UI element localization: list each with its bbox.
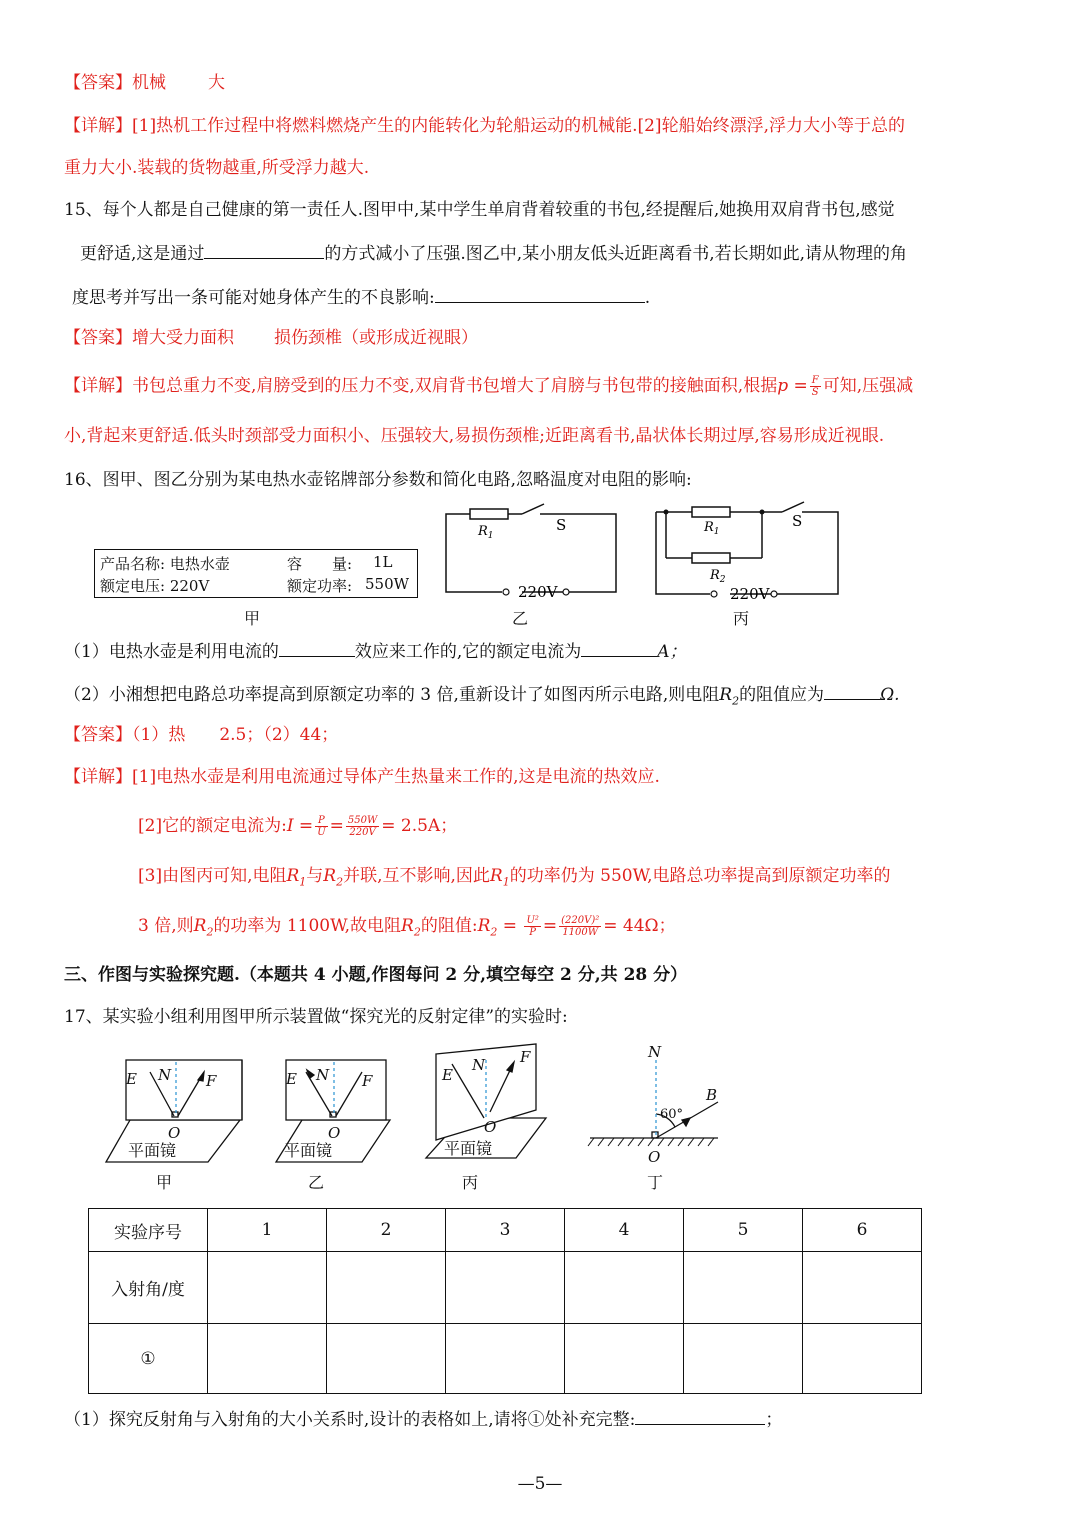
answer-text: （1）热 2.5；（2）44；: [132, 725, 339, 745]
voltage-label: 220V: [730, 585, 770, 603]
q15-text: .: [644, 288, 651, 308]
q16-text: A；: [657, 642, 687, 662]
q17-text: ；: [765, 1410, 783, 1430]
answer-1: 机械: [132, 73, 166, 93]
frac-num: P: [315, 815, 327, 827]
answer-tag: 【答案】: [64, 725, 132, 745]
q17-stem: 17、某实验小组利用图甲所示装置做“探究光的反射定律”的实验时:: [64, 1007, 568, 1027]
table-row: [89, 1209, 922, 1252]
table-cell[interactable]: [565, 1324, 684, 1394]
table-row: [89, 1324, 922, 1394]
label-o: O: [168, 1124, 181, 1142]
answer-tag: 【答案】: [64, 328, 132, 348]
table-header-cell: ①: [89, 1324, 208, 1394]
answer-1: 增大受力面积: [132, 328, 234, 348]
label-f: F: [520, 1048, 531, 1066]
q16-stem: 16、图甲、图乙分别为某电热水壶铭牌部分参数和简化电路,忽略温度对电阻的影响:: [64, 470, 692, 490]
q16-text: 效应来工作的,它的额定电流为: [354, 642, 582, 662]
q15-detail-line1: [64, 374, 913, 398]
resistor-r1: [692, 507, 730, 517]
frac-num: 550W: [347, 815, 378, 826]
formula-fraction: [810, 375, 821, 398]
mirror-label: 平面镜: [444, 1139, 493, 1158]
label-n: N: [316, 1066, 330, 1084]
frac-den: U: [317, 827, 326, 838]
r2-symbol: $R_2$: [323, 866, 344, 889]
detail-tag: 【详解】: [64, 116, 132, 136]
table-cell[interactable]: [446, 1324, 565, 1394]
r2-label: $R_2$: [710, 568, 726, 585]
table-cell[interactable]: [565, 1252, 684, 1324]
switch-s: [782, 502, 804, 512]
label-o: O: [328, 1124, 341, 1142]
screen-board-yi: [286, 1060, 386, 1120]
table-header-cell: 入射角/度: [89, 1252, 208, 1324]
detail-text: [2]它的额定电流为:: [138, 816, 287, 836]
figure-label-jia: 甲: [244, 609, 261, 628]
q16-detail-3: [138, 864, 891, 894]
table-cell: 3: [446, 1209, 565, 1252]
frac-den: 1100W: [562, 927, 599, 938]
table-cell: 1: [208, 1209, 327, 1252]
q15-stem-line1: 15、每个人都是自己健康的第一责任人.图甲中,某中学生单肩背着较重的书包,经提醒后,她换用双肩背书包,感觉: [64, 200, 895, 220]
formula-lhs: I =: [286, 816, 314, 836]
label-n: N: [648, 1043, 662, 1061]
table-cell: 5: [684, 1209, 803, 1252]
switch-label: S: [556, 516, 567, 534]
table-cell[interactable]: [684, 1324, 803, 1394]
resistor-r1: [470, 509, 508, 519]
detail-text: 书包总重力不变,肩膀受到的压力不变,双肩背书包增大了肩膀与书包带的接触面积,根据: [132, 376, 778, 396]
table-cell[interactable]: [446, 1252, 565, 1324]
table-cell[interactable]: [208, 1252, 327, 1324]
table-cell[interactable]: [327, 1324, 446, 1394]
table-header-cell: 实验序号: [89, 1209, 208, 1252]
resistor-r2: [692, 553, 730, 563]
table-cell[interactable]: [684, 1252, 803, 1324]
section-3-title: 三、作图与实验探究题.（本题共 4 小题,作图每问 2 分,填空每空 2 分,共 28 分）: [64, 965, 688, 985]
r2-symbol: $R_2$: [401, 916, 421, 939]
q16-sub1: [64, 638, 687, 664]
formula-fraction: [315, 815, 327, 838]
q16-text: （1）电热水壶是利用电流的: [64, 642, 279, 662]
nameplate-product: 产品名称: 电热水壶: [100, 555, 230, 573]
label-n: N: [472, 1056, 486, 1074]
formula-lhs: p =: [777, 376, 808, 396]
r1-label: $R_1$: [704, 520, 720, 537]
circuit-bing-diagram: [650, 500, 850, 630]
figure-label-bing: 丙: [733, 609, 750, 628]
detail-text: 3 倍,则: [138, 916, 194, 936]
label-e: E: [126, 1070, 137, 1088]
figure-label-bing: 丙: [462, 1173, 479, 1192]
q15-blank-2[interactable]: [435, 284, 645, 303]
answer-2: 损伤颈椎（或形成近视眼）: [274, 328, 478, 348]
detail-text: 的功率仍为 550W,电路总功率提高到原额定功率的: [509, 866, 891, 886]
q14-detail-line1: [64, 114, 905, 138]
nameplate-power: 550W: [365, 575, 410, 593]
figure-label-jia: 甲: [156, 1173, 173, 1192]
nameplate-power-label: 额定功率:: [287, 577, 353, 595]
nameplate-voltage: 额定电压: 220V: [100, 577, 210, 595]
page-number: —5—: [517, 1474, 563, 1494]
detail-tag: 【详解】: [64, 767, 132, 787]
table-cell: 6: [803, 1209, 922, 1252]
r2-symbol: $R_2$: [477, 916, 498, 939]
formula-result: = 2.5A；: [381, 816, 458, 836]
q16-detail-4: 3 倍,则$R_2$的功率为 1100W,故电阻$R_2$的阻值$:R_2$ = $\frac{\text{U²}}{P}$ = $\frac{\text{(220V)²}}{1100W}$ = 44Ω；: [138, 915, 676, 939]
q16-text: （2）小湘想把电路总功率提高到原额定功率的 3 倍,重新设计了如图丙所示电路,则电阻: [64, 685, 720, 705]
frac-num: F: [811, 375, 819, 386]
r1-symbol: $R_1$: [489, 866, 510, 889]
q15-stem-line2: [80, 240, 907, 266]
q17-figures: [100, 1040, 740, 1200]
circuit-yi-diagram: [440, 500, 630, 630]
frac-num: (220V)²: [561, 915, 600, 926]
label-b: B: [706, 1086, 718, 1104]
q17-text: （1）探究反射角与入射角的大小关系时,设计的表格如上,请将①处补充完整:: [64, 1410, 636, 1430]
label-n: N: [158, 1066, 172, 1084]
q16-answer: [64, 723, 338, 747]
q15-answer: [64, 326, 478, 350]
mirror-label: 平面镜: [128, 1141, 177, 1160]
formula-fraction: [346, 815, 379, 838]
q16-text: Ω.: [880, 685, 900, 705]
mirror-label: 平面镜: [284, 1141, 333, 1160]
q15-blank-1[interactable]: [204, 240, 324, 259]
frac-den: 220V: [349, 827, 376, 838]
table-row: [89, 1252, 922, 1324]
angle-label: 60°: [660, 1107, 684, 1122]
formula-result: = 44Ω；: [603, 916, 676, 936]
r2-symbol: $R_2$: [193, 916, 214, 939]
label-f: F: [362, 1072, 373, 1090]
label-e: E: [286, 1070, 297, 1088]
detail-text: [1]热机工作过程中将燃料燃烧产生的内能转化为轮船运动的机械能.[2]轮船始终漂浮,浮力大小等于总的: [132, 116, 905, 136]
q15-detail-line2: 小,背起来更舒适.低头时颈部受力面积小、压强较大,易损伤颈椎;近距离看书,晶状体长期过厚,容易形成近视眼.: [64, 426, 885, 446]
table-cell[interactable]: [803, 1324, 922, 1394]
r1-label: $R_1$: [478, 524, 494, 541]
q14-detail-line2: 重力大小.装载的货物越重,所受浮力越大.: [64, 158, 370, 178]
figure-label-yi: 乙: [512, 609, 529, 628]
q15-stem-line3: [72, 284, 650, 310]
table-cell[interactable]: [803, 1252, 922, 1324]
formula-fraction: [559, 915, 601, 938]
q17-blank-1[interactable]: [635, 1406, 765, 1425]
q15-text: 度思考并写出一条可能对她身体产生的不良影响:: [72, 288, 435, 308]
nameplate-table: [94, 549, 418, 598]
detail-text: 并联,互不影响,因此: [343, 866, 490, 886]
figure-label-yi: 乙: [308, 1173, 325, 1192]
r1-symbol: $R_1$: [286, 866, 307, 889]
r2-symbol: $R_2$: [719, 685, 740, 708]
detail-text: 的阻值:: [420, 916, 478, 936]
nameplate-capacity-label: 容 量:: [287, 555, 353, 573]
table-cell: 4: [565, 1209, 684, 1252]
frac-num: U²: [526, 915, 539, 926]
q16-blank-2[interactable]: [581, 638, 657, 657]
table-cell[interactable]: [327, 1252, 446, 1324]
label-e: E: [442, 1066, 453, 1084]
q16-text: 的阻值应为: [739, 685, 825, 705]
label-f: F: [206, 1072, 217, 1090]
q16-detail-2: [2]它的额定电流为:I = $\frac{P}{U}$ = $\frac{550W}{220V}$ = 2.5A；: [138, 815, 458, 838]
detail-text: 的功率为 1100W,故电阻: [213, 916, 402, 936]
label-o: O: [484, 1118, 497, 1136]
detail-text: 可知,压强减: [822, 376, 914, 396]
table-cell: 2: [327, 1209, 446, 1252]
answer-tag: 【答案】: [64, 73, 132, 93]
q16-sub2: [64, 681, 900, 713]
nameplate-capacity: 1L: [373, 553, 393, 571]
q16-detail-1: [64, 765, 660, 789]
frac-den: P: [529, 927, 537, 938]
formula-fraction: [524, 915, 540, 938]
q14-answer: [64, 71, 225, 95]
detail-text: [3]由图丙可知,电阻: [138, 866, 287, 886]
screen-board-jia: [126, 1060, 242, 1120]
detail-tag: 【详解】: [64, 376, 132, 396]
q16-blank-1[interactable]: [279, 638, 355, 657]
detail-text: 与: [306, 866, 324, 886]
q16-blank-3[interactable]: [824, 681, 880, 700]
switch-s: [522, 504, 544, 514]
table-cell[interactable]: [208, 1324, 327, 1394]
detail-text: [1]电热水壶是利用电流通过导体产生热量来工作的,这是电流的热效应.: [132, 767, 660, 787]
figure-label-ding: 丁: [647, 1173, 664, 1192]
q15-text: 更舒适,这是通过: [80, 244, 205, 264]
q15-text: 的方式减小了压强.图乙中,某小朋友低头近距离看书,若长期如此,请从物理的角: [324, 244, 908, 264]
frac-den: S: [811, 387, 819, 398]
q17-sub1: [64, 1406, 782, 1432]
voltage-label: 220V: [518, 583, 558, 601]
answer-2: 大: [208, 73, 225, 93]
label-o: O: [648, 1148, 661, 1166]
experiment-table: [88, 1208, 922, 1394]
switch-label: S: [792, 512, 803, 530]
